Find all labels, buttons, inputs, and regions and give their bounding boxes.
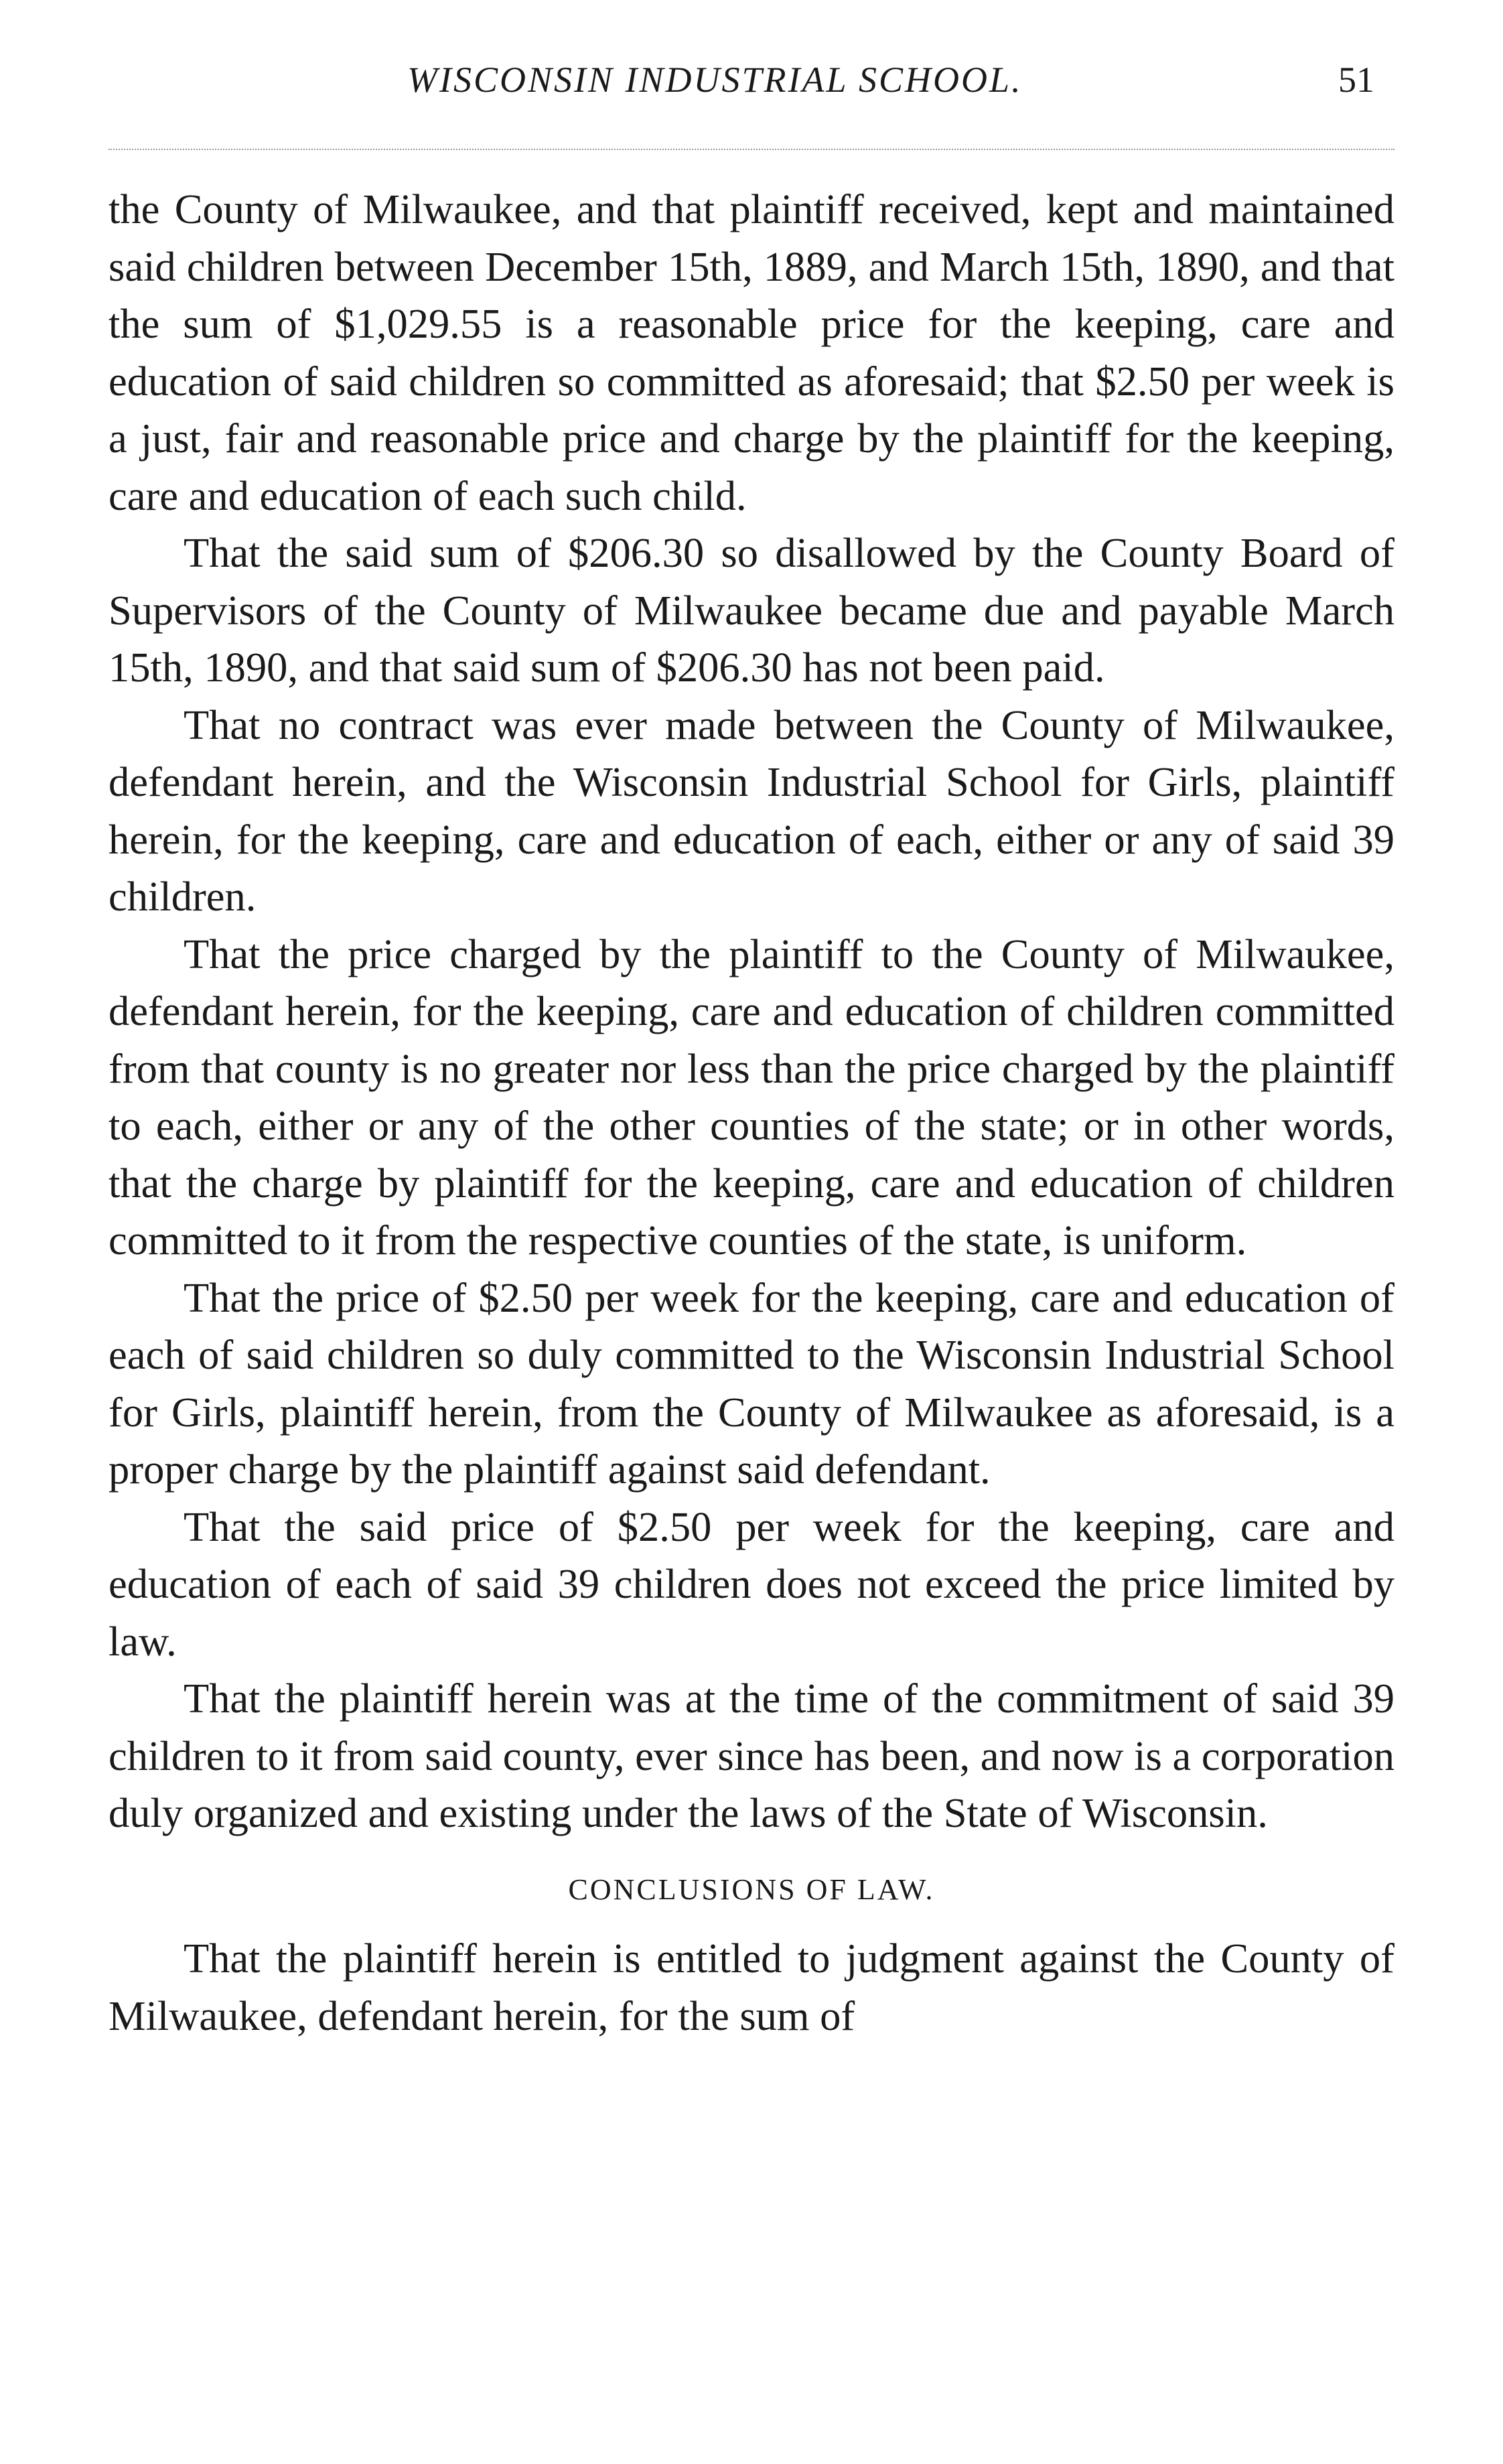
paragraph: That the price of $2.50 per week for the keeping, care and education of each of said children so duly committed to the Wisconsin Industrial School for Girls, plaintiff herein, from the County of Milwaukee as aforesaid, is a proper charge by the plaintiff against said defendant. xyxy=(109,1274,1394,1493)
book-page xyxy=(109,47,1394,2039)
section-heading: CONCLUSIONS OF LAW. xyxy=(568,1872,935,1906)
paragraph: That no contract was ever made between the County of Milwaukee, defendant herein, and the Wisconsin Industrial School for Girls, plaintiff herein, for the keeping, care and education of each, either or any of said 39 children. xyxy=(109,701,1394,920)
paragraph: That the said sum of $206.30 so disallowed by the County Board of Supervisors of the County of Milwaukee became due and payable March 15th, 1890, and that said sum of $206.30 has not been paid. xyxy=(109,529,1394,691)
running-header xyxy=(109,47,1394,121)
body-text xyxy=(109,181,1394,2045)
paragraph-continuation: the County of Milwaukee, and that plaintiff received, kept and maintained said children between December 15th, 1889, and March 15th, 1890, and that the sum of $1,029.55 is a reasonable price for the keeping, care and education of said children so committed as aforesaid; that $2.50 per week is a just, fair and reasonable price and charge by the plaintiff for the keeping, care and education of each such child. xyxy=(109,186,1394,519)
page-number: 51 xyxy=(1338,60,1374,100)
paragraph-final: That the plaintiff herein is entitled to judgment against the County of Milwaukee, defendant herein, for the sum of xyxy=(109,1935,1394,2039)
paragraph: That the price charged by the plaintiff to the County of Milwaukee, defendant herein, for the keeping, care and education of children committed from that county is no greater nor less than the price charged by the plaintiff to each, either or any of the other counties of the state; or in other words, that the charge by plaintiff for the keeping, care and education of children committed to it from the respective counties of the state, is uniform. xyxy=(109,930,1394,1263)
running-title: WISCONSIN INDUSTRIAL SCHOOL. xyxy=(407,60,1023,100)
paragraph: That the plaintiff herein was at the time of the commitment of said 39 children to it from said county, ever since has been, and now is a corporation duly organized and existing under the laws of the State of Wisconsin. xyxy=(109,1675,1394,1836)
header-rule xyxy=(109,149,1394,150)
paragraph: That the said price of $2.50 per week for the keeping, care and education of each of said 39 children does not exceed the price limited by law. xyxy=(109,1503,1394,1665)
